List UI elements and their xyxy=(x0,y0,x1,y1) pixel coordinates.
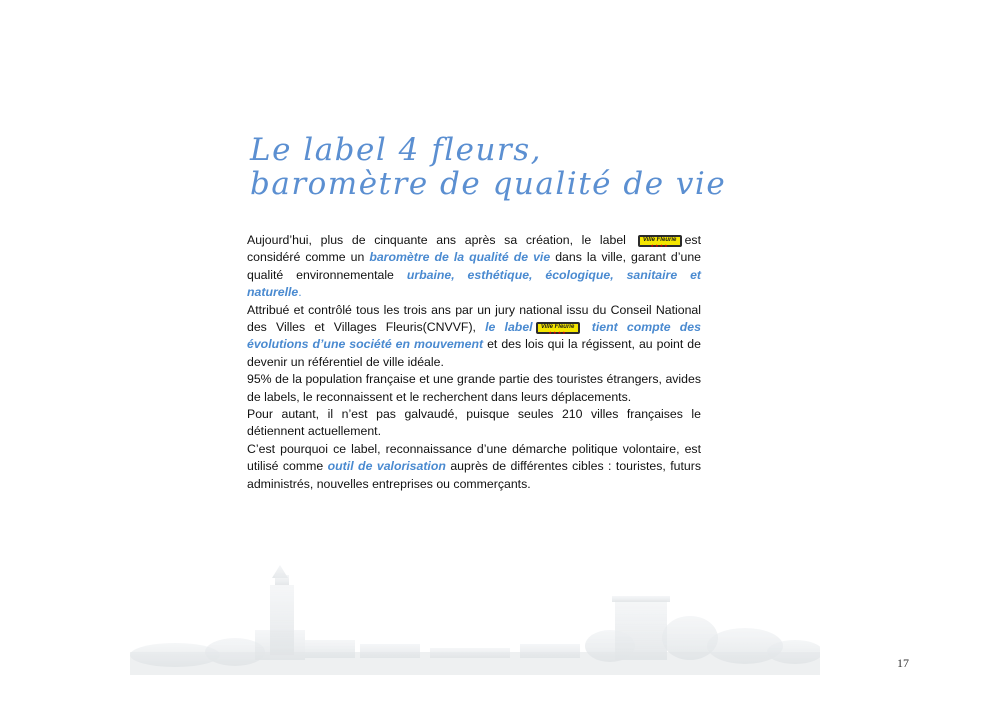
highlight-text: baromètre de la qualité de vie xyxy=(369,250,551,265)
badge-text: Ville Fleurie xyxy=(642,236,677,243)
paragraph-5 xyxy=(247,441,701,493)
title-line-1: Le label 4 fleurs, xyxy=(250,132,542,168)
page-number: 17 xyxy=(897,656,909,670)
badge-stars: ★★★★ xyxy=(650,242,669,248)
body-text xyxy=(247,232,701,493)
text-run: Attribué et contrôlé tous les trois ans par un jury national issu du Conseil National des Villes et Villages Fleuris(CNVVF), xyxy=(247,302,701,335)
text-run: . xyxy=(298,285,302,300)
highlight-text: urbaine, esthétique, écologique, sanitaire et naturelle xyxy=(247,267,702,300)
paragraph-3: 95% de la population française et une grande partie des touristes étrangers, avides de labels, le reconnaissent et le recherchent dans leurs déplacements. xyxy=(247,372,701,404)
text-run: auprès de différentes cibles : touristes, futurs administrés, nouvelles entreprises ou commerçants. xyxy=(247,459,702,491)
text-run: Aujourd’hui, plus de cinquante ans après sa création, le label xyxy=(247,233,635,247)
paragraph-4: Pour autant, il n’est pas galvaudé, puisque seules 210 villes françaises le détiennent actuellement. xyxy=(247,407,701,439)
title-line-2: baromètre de qualité de vie xyxy=(250,166,727,202)
highlight-text: tient compte des évolutions d’une société en mouvement xyxy=(247,320,701,352)
badge-stars: ★★★★ xyxy=(548,329,567,335)
town-skyline-watermark xyxy=(130,560,820,675)
highlight-text: le label xyxy=(485,320,533,335)
highlight-text: outil de valorisation xyxy=(327,459,446,474)
paragraph-2 xyxy=(247,302,701,372)
text-run: C’est pourquoi ce label, reconnaissance d’une démarche politique volontaire, est utilisé comme xyxy=(247,441,701,474)
text-run: dans la ville, garant d’une qualité environnementale xyxy=(247,250,702,282)
badge-text: Ville Fleurie xyxy=(540,323,575,330)
page-title xyxy=(250,133,726,201)
ville-fleurie-badge-icon xyxy=(536,322,580,334)
paragraph-1 xyxy=(247,232,701,302)
text-run: est considéré comme un xyxy=(247,233,701,265)
ville-fleurie-badge-icon xyxy=(638,235,682,247)
text-run: et des lois qui la régissent, au point de devenir un référentiel de ville idéale. xyxy=(247,337,701,369)
